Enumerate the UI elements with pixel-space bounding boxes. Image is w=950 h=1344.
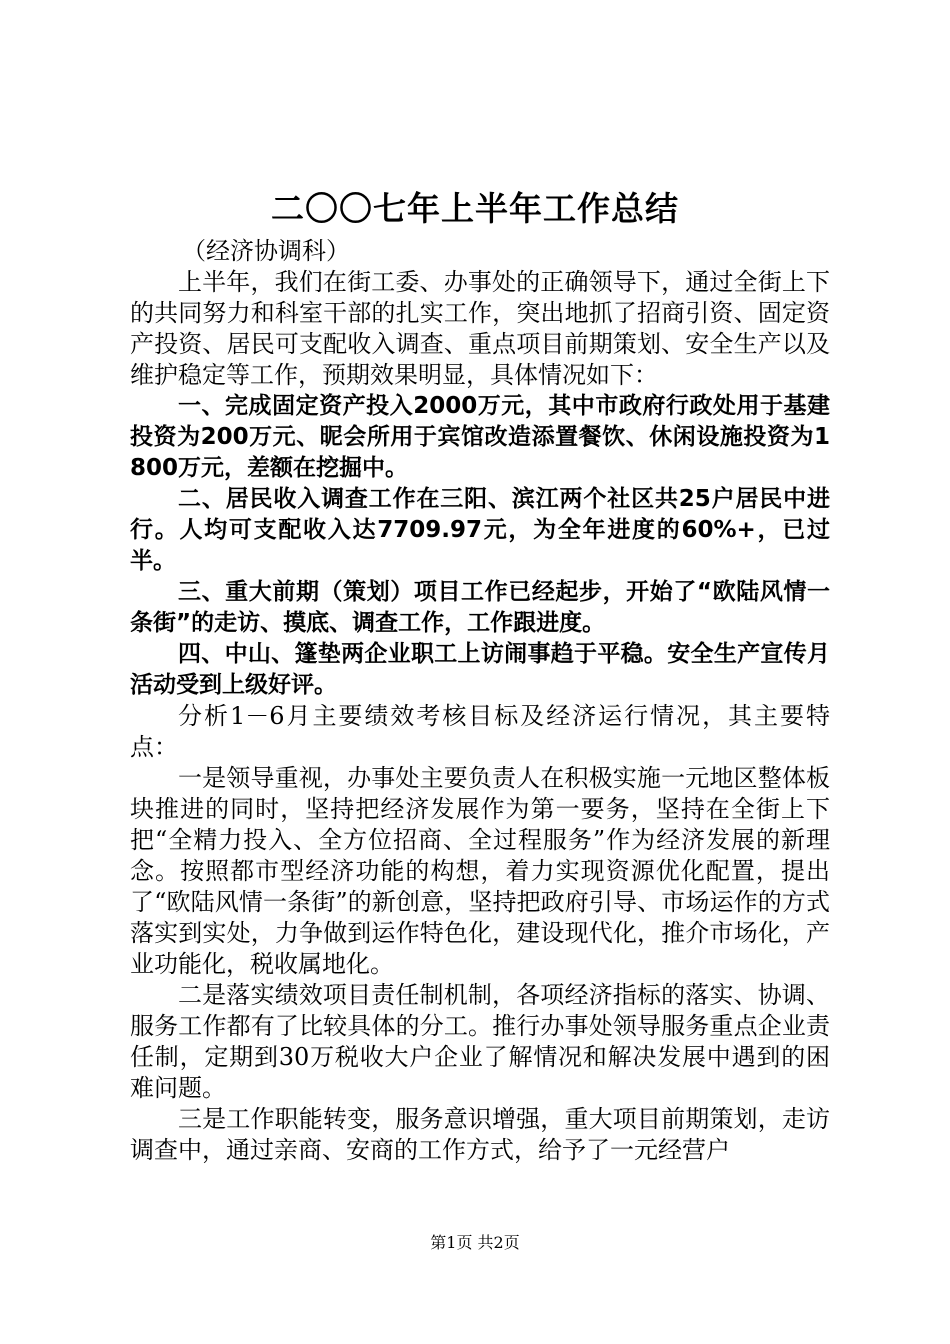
paragraph-item-4: 四、中山、篷垫两企业职工上访闹事趋于平稳。安全生产宣传月活动受到上级好评。 bbox=[130, 641, 830, 698]
paragraph-item-1: 一、完成固定资产投入2000万元，其中市政府行政处用于基建投资为200万元、昵会所用于宾馆改造添置餐饮、休闲设施投资为1800万元，差额在挖掘中。 bbox=[130, 393, 830, 481]
paragraph-item-2: 二、居民收入调查工作在三阳、滨江两个社区共25户居民中进行。人均可支配收入达7709.97元，为全年进度的60%+，已过半。 bbox=[130, 486, 830, 574]
department-label: （经济协调科） bbox=[182, 237, 350, 265]
document-body bbox=[130, 236, 830, 1166]
paragraph-feature-2: 二是落实绩效项目责任制机制，各项经济指标的落实、协调、服务工作都有了比较具体的分工。推行办事处领导服务重点企业责任制，定期到30万税收大户企业了解情况和解决发展中遇到的困难问题。 bbox=[130, 981, 830, 1102]
page-indicator: 第1页 共2页 bbox=[430, 1233, 520, 1252]
paragraph-feature-3: 三是工作职能转变，服务意识增强，重大项目前期策划，走访调查中，通过亲商、安商的工作方式，给予了一元经营户 bbox=[130, 1105, 830, 1164]
paragraph-intro: 上半年，我们在街工委、办事处的正确领导下，通过全街上下的共同努力和科室干部的扎实工作，突出地抓了招商引资、固定资产投资、居民可支配收入调查、重点项目前期策划、安全生产以及维护稳定等工作，预期效果明显，具体情况如下： bbox=[130, 268, 830, 389]
paragraph-analysis: 分析1－6月主要绩效考核目标及经济运行情况，其主要特点： bbox=[130, 702, 830, 761]
paragraph-feature-1: 一是领导重视，办事处主要负责人在积极实施一元地区整体板块推进的同时，坚持把经济发展作为第一要务，坚持在全街上下把“全精力投入、全方位招商、全过程服务”作为经济发展的新理念。按照都市型经济功能的构想，着力实现资源优化配置，提出了“欧陆风情一条街”的新创意，坚持把政府引导、市场运作的方式落实到实处，力争做到运作特色化，建设现代化，推介市场化，产业功能化，税收属地化。 bbox=[130, 764, 830, 978]
paragraph-item-3: 三、重大前期（策划）项目工作已经起步，开始了“欧陆风情一条街”的走访、摸底、调查工作，工作跟进度。 bbox=[130, 579, 830, 636]
document-title: 二〇〇七年上半年工作总结 bbox=[271, 189, 679, 228]
